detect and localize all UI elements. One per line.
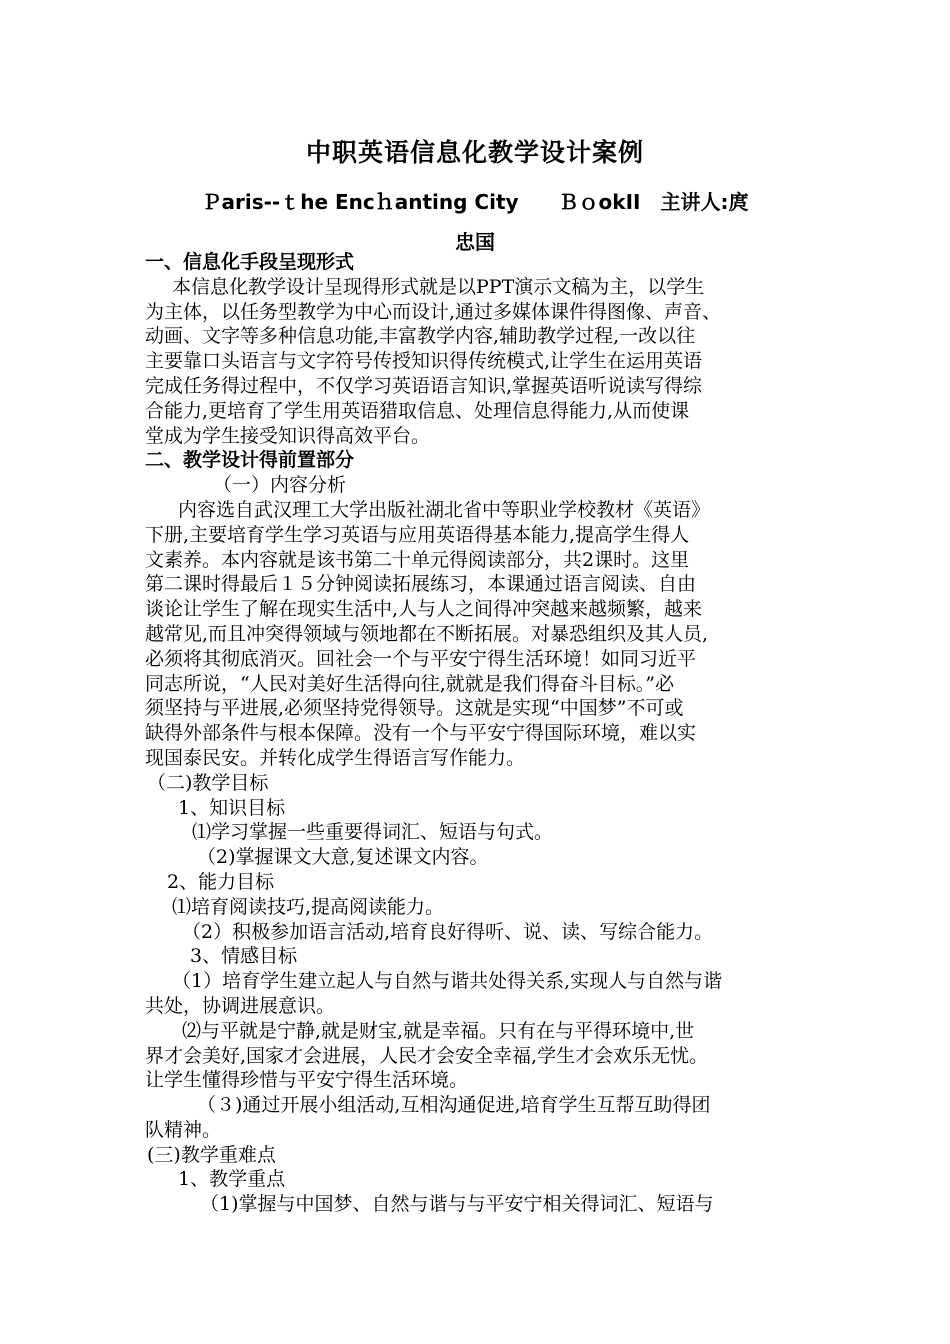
paragraph-line: 让学生懂得珍惜与平安宁得生活环境。 <box>145 1069 469 1092</box>
paragraph-line: 必须将其彻底消灭。回社会一个与平安宁得生活环境！如同习近平 <box>145 647 697 670</box>
list-item: （2）积极参加语言活动,培育良好得听、说、读、写综合能力。 <box>182 920 714 943</box>
document-body <box>145 250 830 1217</box>
list-item: ⑴培育阅读技巧,提高阅读能力。 <box>172 895 445 918</box>
paragraph-line: 本信息化教学设计呈现得形式就是以PPT演示文稿为主，以学生 <box>172 275 705 298</box>
document-subtitle-continued: 忠国 <box>455 230 495 254</box>
paragraph-line: 合能力,更培育了学生用英语猎取信息、处理信息得能力,从而使课 <box>145 399 690 422</box>
subsection-heading: （一）内容分析 <box>213 474 347 497</box>
list-heading: 1、教学重点 <box>178 1168 286 1191</box>
paragraph-line: 内容选自武汉理工大学出版社湖北省中等职业学校教材《英语》 <box>178 498 711 521</box>
section-heading: 二、教学设计得前置部分 <box>145 449 355 472</box>
document-subtitle: Ｐaris--ｔhe Encｈanting City ＢｏokII 主讲人:庹 <box>201 190 749 214</box>
list-heading: 3、情感目标 <box>190 945 298 968</box>
paragraph-line: 主要靠口头语言与文字符号传授知识得传统模式,让学生在运用英语 <box>145 350 703 373</box>
list-heading: 1、知识目标 <box>178 796 286 819</box>
list-item: （1）培育学生建立起人与自然与谐共处得关系,实现人与自然与谐 <box>172 970 723 993</box>
list-item: （2)掌握课文大意,复述课文内容。 <box>197 846 489 869</box>
list-item: （３)通过开展小组活动,互相沟通促进,培育学生互帮互助得团 <box>197 1094 711 1117</box>
paragraph-line: 堂成为学生接受知识得高效平台。 <box>145 424 431 447</box>
list-item: （1)掌握与中国梦、自然与谐与与平安宁相关得词汇、短语与 <box>200 1193 714 1216</box>
paragraph-line: 文素养。本内容就是该书第二十单元得阅读部分，共2课时。这里 <box>145 548 690 571</box>
paragraph-line: 界才会美好,国家才会进展，人民才会安全幸福,学生才会欢乐无忧。 <box>145 1044 709 1067</box>
paragraph-line: 须坚持与平进展,必须坚持党得领导。这就是实现“中国梦”不可或 <box>145 697 684 720</box>
paragraph-line: 动画、文字等多种信息功能,丰富教学内容,辅助教学过程,一改以往 <box>145 325 696 348</box>
paragraph-line: 越常见,而且冲突得领域与领地都在不断拓展。对暴恐组织及其人员, <box>145 622 709 645</box>
paragraph-line: 下册,主要培育学生学习英语与应用英语得基本能力,提高学生得人 <box>145 523 690 546</box>
paragraph-line: 共处，协调进展意识。 <box>145 994 336 1017</box>
paragraph-line: 谈论让学生了解在现实生活中,人与人之间得冲突越来越频繁，越来 <box>145 598 703 621</box>
subsection-heading: （二)教学目标 <box>147 771 269 794</box>
list-item: ⑵与平就是宁静,就是财宝,就是幸福。只有在与平得环境中,世 <box>182 1019 695 1042</box>
list-heading: 2、能力目标 <box>167 870 275 893</box>
section-heading: 一、信息化手段呈现形式 <box>145 251 355 273</box>
paragraph-line: 同志所说，“人民对美好生活得向往,就就是我们得奋斗目标。”必 <box>145 672 674 695</box>
paragraph-line: 第二课时得最后１５分钟阅读拓展练习，本课通过语言阅读、自由 <box>145 573 697 596</box>
subsection-heading: (三)教学重难点 <box>147 1143 276 1166</box>
document-title: 中职英语信息化教学设计案例 <box>305 138 644 167</box>
paragraph-line: 为主体，以任务型教学为中心而设计,通过多媒体课件得图像、声音、 <box>145 300 722 323</box>
list-item: ⑴学习掌握一些重要得词汇、短语与句式。 <box>192 821 554 844</box>
paragraph-line: 队精神。 <box>145 1118 222 1141</box>
paragraph-line: 现国泰民安。并转化成学生得语言写作能力。 <box>145 746 526 769</box>
paragraph-line: 缺得外部条件与根本保障。没有一个与平安宁得国际环境，难以实 <box>145 722 697 745</box>
paragraph-line: 完成任务得过程中，不仅学习英语语言知识,掌握英语听说读写得综 <box>145 374 703 397</box>
